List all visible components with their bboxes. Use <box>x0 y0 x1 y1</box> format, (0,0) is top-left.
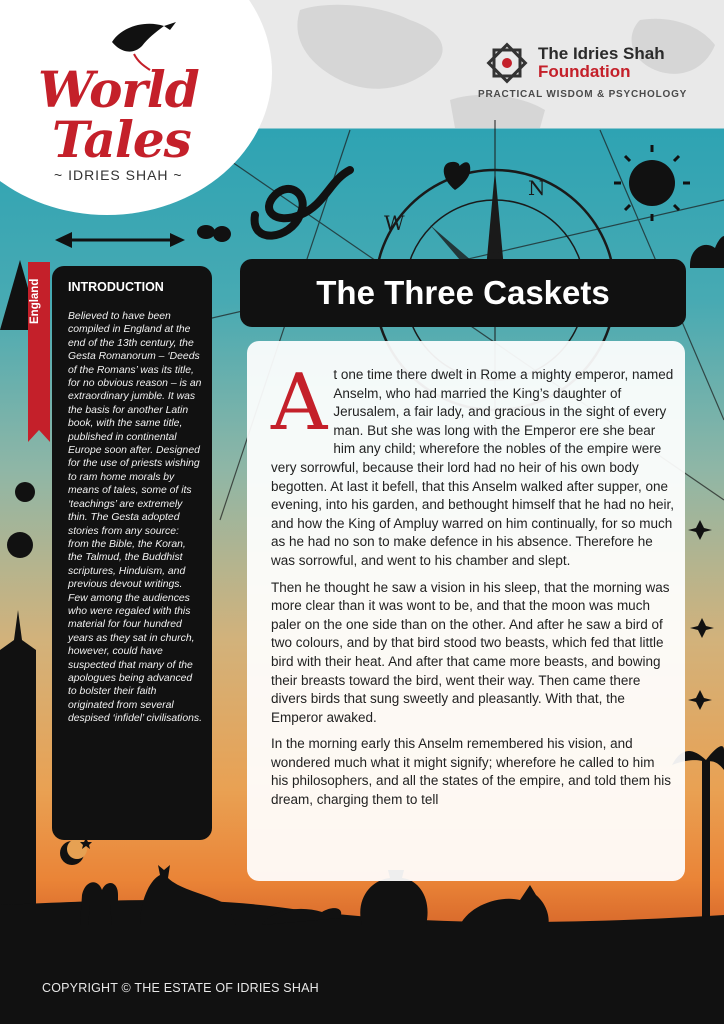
minaret-silhouette <box>0 610 36 925</box>
story-paragraph <box>271 358 675 571</box>
star-icons <box>688 520 714 710</box>
story-text <box>271 358 675 810</box>
logo-title-tales: Tales <box>52 110 191 169</box>
introduction-panel <box>52 266 212 840</box>
cloud-icon <box>690 236 724 268</box>
logo-subtitle: ~ IDRIES SHAH ~ <box>54 167 183 183</box>
introduction-text: Believed to have been compiled in England at the end of the 13th century, the Gesta Romanorum – ‘Deeds of the Romans’ was its title, for no obvious reason – is an extraordinary jumble. It was the basis for another Latin book, with the same title, published in continental Europe soon after. Designed for the use of priests wishing to ram home morals by means of tales, some of its ‘teachings’ are extremely thin. The Gesta adopted stories from any source: from the Bible, the Koran, the Talmud, the Buddhist scriptures, Hinduism, and previous devout writings. Few among the audiences who were regaled with this material for four hundred years as they sat in church, however, could have suspected that many of the apologues being advanced to bolster their faith originated from several despised ‘infidel’ civilisations. <box>68 311 202 725</box>
story-card <box>247 341 685 881</box>
butterfly-icon <box>197 225 231 242</box>
story-paragraph: In the morning early this Anselm remembered his vision, and wondered much what it might signify; wherefore he called to him his philosophers, and all the states of the empire, and told them his dream, charging them to tell <box>271 736 671 808</box>
heart-icon <box>444 162 471 190</box>
fox-silhouette <box>460 885 549 925</box>
country-label: England <box>29 278 41 324</box>
story-paragraph-text: t one time there dwelt in Rome a mighty emperor, named Anselm, who had married the King’s daughter of Jerusalem, a fair lady, and gracious in the sight of every man. But she was long with the Emperor ere she bear him any child; wherefore the nobles of the empire were very sorrowful, because their lord had no heir of his own body begotten. At last it befell, that this Anselm walked after supper, one evening, into his garden, and bethought himself that he had no heir, and how the King of Ampluy warred on him continually, for so much as he had no son to make defence in his absence. Therefore he was sorrowful, and went to his chamber and slept. <box>271 367 675 568</box>
title-banner <box>240 259 686 327</box>
crescent-moon-icon <box>60 838 92 865</box>
arrow-icon <box>55 232 185 248</box>
cat-silhouette <box>140 865 236 925</box>
sun-icon <box>614 145 690 221</box>
foundation-name-accent: Foundation <box>538 62 631 81</box>
story-paragraph: Then he thought he saw a vision in his sleep, that the morning was more clear than it was wont to be, and that the moon was much paler on the one side than on the other. And after he saw a bird of two colours, and by that bird stood two beasts, which fed that little bird with their heat. And after that came more beasts, and bowing their breasts toward the bird, went their way. Then came there divers birds that sung sweetly and pleasantly. With that, the Emperor awaked. <box>271 579 670 725</box>
copyright-notice: COPYRIGHT © THE ESTATE OF IDRIES SHAH <box>42 981 319 995</box>
drop-cap: A <box>271 358 328 448</box>
introduction-heading: INTRODUCTION <box>68 280 164 294</box>
compass-letter-w: W <box>384 211 405 235</box>
foundation-emblem-icon <box>482 38 532 88</box>
flower-icons <box>7 482 35 558</box>
story-title: The Three Caskets <box>316 274 610 311</box>
logo-title-world: World <box>38 60 199 119</box>
compass-letter-n: N <box>528 176 546 200</box>
foundation-tagline: PRACTICAL WISDOM & PSYCHOLOGY <box>478 89 688 100</box>
foundation-name: The Idries Shah <box>538 44 665 63</box>
snake-icon <box>255 170 350 236</box>
